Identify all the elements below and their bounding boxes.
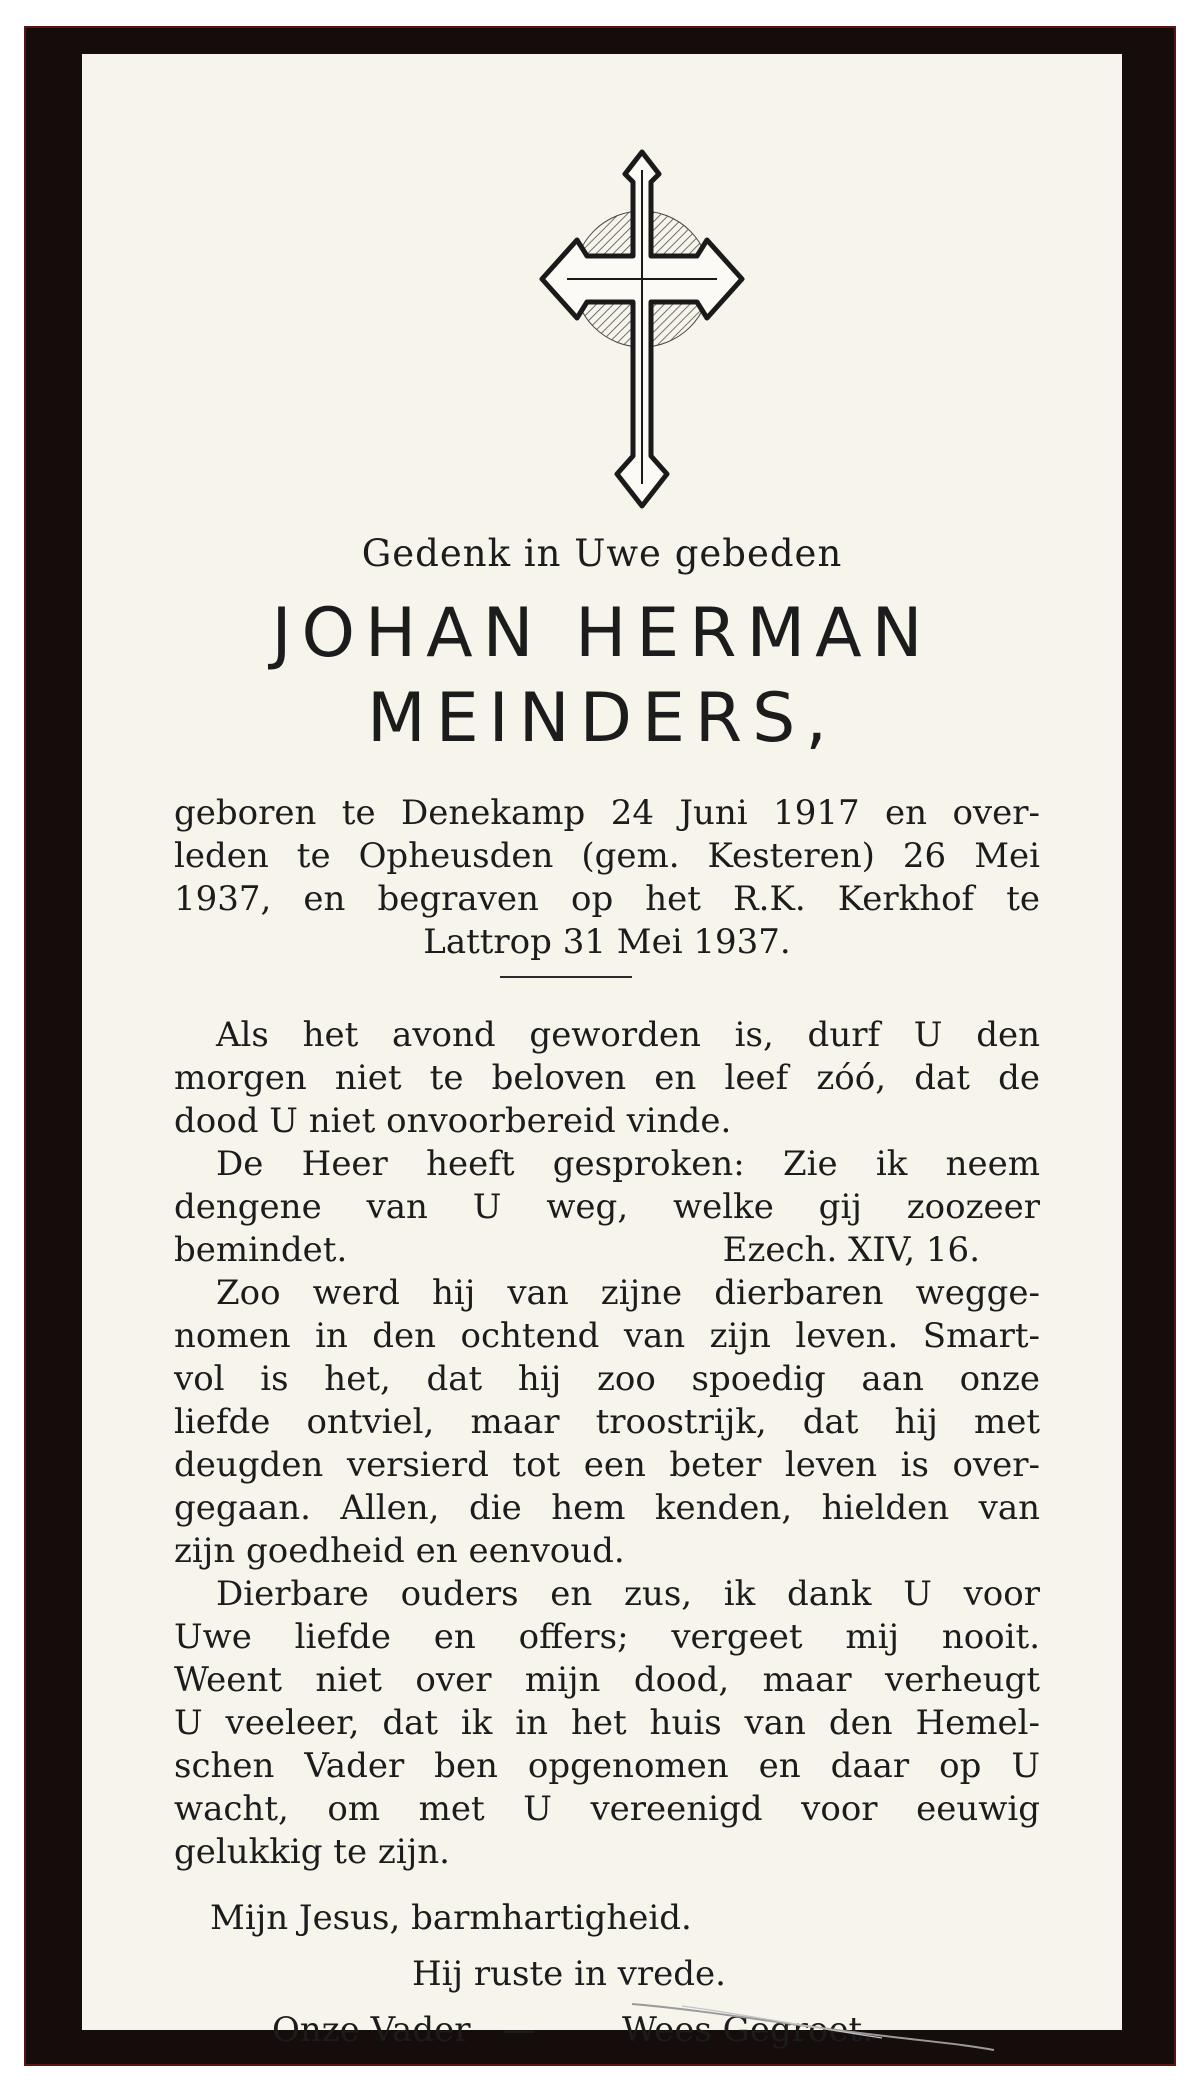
name-first-line: JOHAN HERMAN [271, 594, 933, 673]
text-line: bemindet. [174, 1230, 348, 1270]
text-line: vol is het, dat hij zoo spoedig aan onze [174, 1359, 1040, 1399]
text-line: Uwe liefde en offers; vergeet mij nooit. [174, 1617, 1040, 1657]
text-line: dood U niet onvoorbereid vinde. [174, 1101, 732, 1141]
name-surname-line: MEINDERS, [367, 679, 837, 758]
cross-icon [527, 144, 757, 524]
mourning-card-paper [82, 54, 1122, 2050]
biography-line: Lattrop 31 Mei 1937. [423, 922, 791, 962]
text-line: morgen niet te beloven en leef zóó, dat de [174, 1058, 1040, 1098]
paper-tear-mark [622, 1992, 1002, 2052]
closing-left: Onze Vader [272, 2010, 471, 2050]
text-paragraph-4 [174, 1573, 1040, 1874]
mourning-card-border [24, 26, 1176, 2066]
intro-text: Gedenk in Uwe gebeden [361, 532, 843, 575]
text-line: U veeleer, dat ik in het huis van den Hemel- [174, 1703, 1040, 1743]
scripture-line [174, 1229, 1040, 1272]
prayer-line: Mijn Jesus, barmhartigheid. [210, 1898, 692, 1938]
text-paragraph-1 [174, 1014, 1040, 1143]
text-line: Als het avond geworden is, durf U den [216, 1015, 1040, 1055]
text-line: gegaan. Allen, die hem kenden, hielden van [174, 1488, 1040, 1528]
text-line: schen Vader ben opgenomen en daar op U [174, 1746, 1040, 1786]
text-line: Dierbare ouders en zus, ik dank U voor [216, 1574, 1040, 1614]
biography-line: 1937, en begraven op het R.K. Kerkhof te [174, 879, 1040, 919]
text-line: nomen in den ochtend van zijn leven. Smart- [174, 1316, 1040, 1356]
text-line: wacht, om met U vereenigd voor eeuwig [174, 1789, 1040, 1829]
divider [500, 976, 632, 978]
biography-line: geboren te Denekamp 24 Juni 1917 en over- [174, 793, 1040, 833]
biography-line: leden te Opheusden (gem. Kesteren) 26 Mei [174, 836, 1040, 876]
text-line: liefde ontviel, maar troostrijk, dat hij met [174, 1402, 1040, 1442]
closing-dash: — [502, 2010, 536, 2050]
rest-in-peace-line: Hij ruste in vrede. [412, 1954, 726, 1994]
text-paragraph-3 [174, 1272, 1040, 1573]
closing-right: Wees Gegroet. [622, 2010, 874, 2050]
scripture-reference: Ezech. XIV, 16. [722, 1230, 980, 1270]
text-paragraph-2 [174, 1143, 1040, 1272]
text-line: Zoo werd hij van zijne dierbaren wegge- [216, 1273, 1040, 1313]
biography-block [174, 792, 1040, 964]
text-line: De Heer heeft gesproken: Zie ik neem [216, 1144, 1040, 1184]
text-line: gelukkig te zijn. [174, 1832, 450, 1872]
text-line: Weent niet over mijn dood, maar verheugt [174, 1660, 1040, 1700]
text-line: deugden versierd tot een beter leven is over- [174, 1445, 1040, 1485]
text-line: dengene van U weg, welke gij zoozeer [174, 1187, 1040, 1227]
text-line: zijn goedheid en eenvoud. [174, 1531, 625, 1571]
